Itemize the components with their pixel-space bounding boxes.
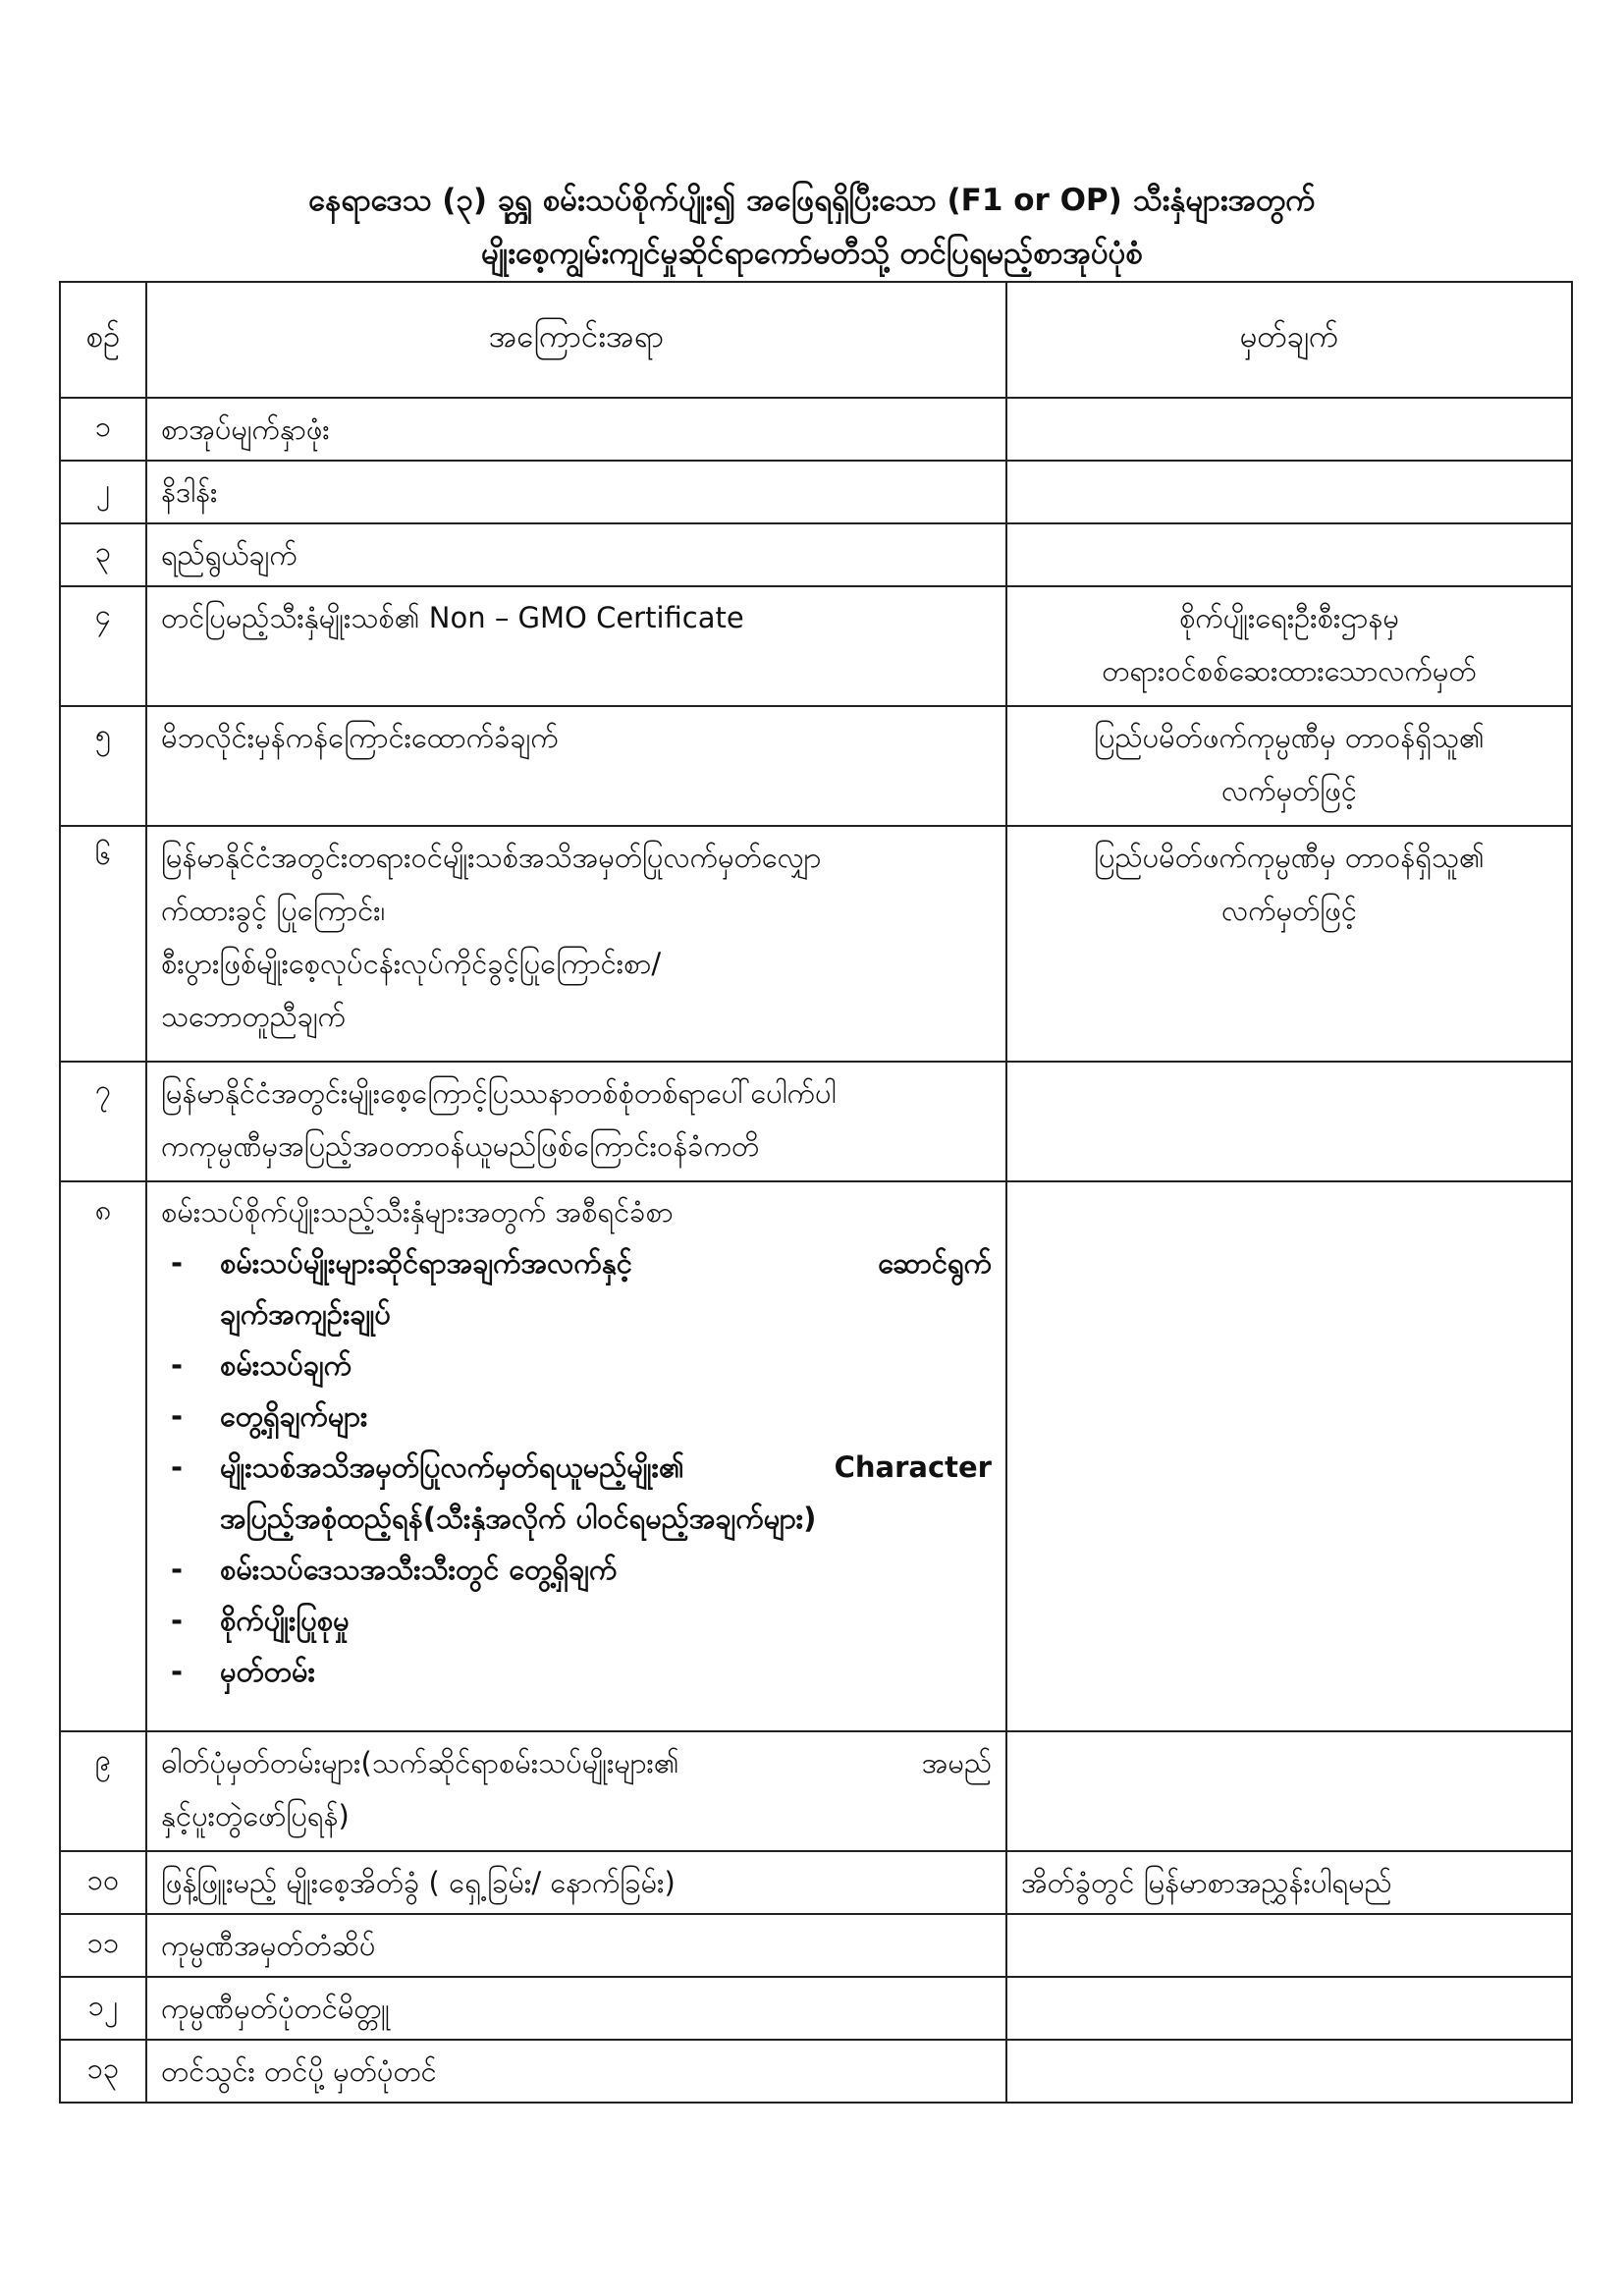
- table-row: [60, 826, 1572, 1062]
- bullet-dash: -: [171, 1399, 184, 1433]
- row-number: ၄: [60, 586, 146, 706]
- description-part: အမည်: [921, 1746, 992, 1779]
- table-row: [60, 1914, 1572, 1977]
- list-item-text: စိုက်ပျိုးပြုစုမှု: [220, 1604, 350, 1637]
- header-serial: စဉ်: [60, 282, 146, 398]
- list-item-part: စမ်းသပ်မျိုးများဆိုင်ရာအချက်အလက်နှင့်: [220, 1246, 632, 1280]
- list-item-text: [220, 1442, 992, 1493]
- description-line: သဘောတူညီချက်: [161, 1000, 347, 1033]
- list-item-text: စမ်းသပ်ဒေသအသီးသီးတွင် တွေ့ရှိချက်: [220, 1553, 618, 1586]
- header-subject: အကြောင်းအရာ: [146, 282, 1006, 398]
- table-row: [60, 523, 1572, 586]
- row-description: ဖြန့်ဖြူးမည့် မျိုးစေ့အိတ်ခွံ ( ရှေ့ခြမ်း/ နောက်ခြမ်း): [146, 1851, 1006, 1914]
- row-remark: အိတ်ခွံတွင် မြန်မာစာအညွှန်းပါရမည်: [1006, 1851, 1572, 1914]
- row-description: ရည်ရွယ်ချက်: [146, 523, 1006, 586]
- list-item: [161, 1646, 992, 1697]
- table-row: [60, 1977, 1572, 2040]
- row-number: ၃: [60, 523, 146, 586]
- table-row: [60, 1062, 1572, 1181]
- row-number: ၆: [60, 826, 146, 1062]
- remark-line: ပြည်ပမိတ်ဖက်ကုမ္ပဏီမှ တာဝန်ရှိသူ၏: [1094, 721, 1485, 754]
- row-remark: [1006, 2040, 1572, 2103]
- description-line: က်ထားခွင့် ပြုကြောင်း၊: [161, 894, 386, 927]
- list-item-continuation: ချက်အကျဉ်းချုပ်: [220, 1297, 391, 1331]
- row-remark: [1006, 826, 1572, 1062]
- header-remark: မှတ်ချက်: [1006, 282, 1572, 398]
- row-remark: [1006, 1914, 1572, 1977]
- list-item-part: Character: [834, 1450, 992, 1484]
- document-title-line-1: နေရာဒေသ (၃) ခုၡ္တ စမ်းသပ်စိုက်ပျိုး၍ အဖြေရရှိပြီးသော (F1 or OP) သီးနှံများအတွက်: [308, 183, 1316, 218]
- row-number: ၁: [60, 398, 146, 461]
- description-line: ကကုမ္ပဏီမှအပြည့်အဝတာဝန်ယူမည်ဖြစ်ကြောင်းဝန်ခံကတိ: [161, 1129, 760, 1163]
- list-item-continuation: အပြည့်အစုံထည့်ရန်(သီးနှံအလိုက် ပါဝင်ရမည့်အချက်များ): [220, 1502, 817, 1535]
- list-item: [161, 1442, 992, 1544]
- description-line: [161, 1736, 992, 1789]
- list-item-text: [220, 1237, 992, 1288]
- description-line: မြန်မာနိုင်ငံအတွင်းတရားဝင်မျိုးသစ်အသိအမှတ်ပြုလက်မှတ်လျှော: [161, 841, 822, 874]
- list-item: [161, 1544, 992, 1595]
- table-row: [60, 2040, 1572, 2103]
- remark-line: လက်မှတ်ဖြင့်: [1221, 774, 1357, 807]
- row-remark: [1006, 706, 1572, 826]
- row-remark: [1006, 1977, 1572, 2040]
- remark-line: တရားဝင်စစ်ဆေးထားသောလက်မှတ်: [1102, 654, 1477, 687]
- list-item-text: စမ်းသပ်ချက်: [220, 1348, 352, 1382]
- description-part: ဓါတ်ပုံမှတ်တမ်းများ(သက်ဆိုင်ရာစမ်းသပ်မျိုးများ၏: [161, 1746, 679, 1779]
- row-number: ၈: [60, 1181, 146, 1731]
- table-row: [60, 706, 1572, 826]
- bullet-dash: -: [171, 1246, 184, 1280]
- row-description: [146, 1731, 1006, 1851]
- row-number: ၂: [60, 461, 146, 523]
- table-row: [60, 1181, 1572, 1731]
- bullet-dash: -: [171, 1655, 184, 1688]
- list-item-text: တွေ့ရှိချက်များ: [220, 1399, 368, 1433]
- description-intro: စမ်းသပ်စိုက်ပျိုးသည့်သီးနှံများအတွက် အစီရင်ခံစာ: [161, 1195, 674, 1229]
- list-item: [161, 1391, 992, 1442]
- row-remark: [1006, 1062, 1572, 1181]
- remark-line: ပြည်ပမိတ်ဖက်ကုမ္ပဏီမှ တာဝန်ရှိသူ၏: [1094, 841, 1485, 874]
- row-remark: [1006, 461, 1572, 523]
- row-description: နိဒါန်း: [146, 461, 1006, 523]
- list-item-part: မျိုးသစ်အသိအမှတ်ပြုလက်မှတ်ရယူမည့်မျိုး၏: [220, 1450, 684, 1484]
- row-remark: [1006, 398, 1572, 461]
- table-row: [60, 461, 1572, 523]
- row-description: တင်ပြမည့်သီးနှံမျိုးသစ်၏ Non – GMO Certificate: [146, 586, 1006, 706]
- row-description: ကုမ္ပဏီအမှတ်တံဆိပ်: [146, 1914, 1006, 1977]
- row-number: ၁၀: [60, 1851, 146, 1914]
- row-description: မိဘလိုင်းမှန်ကန်ကြောင်းထောက်ခံချက်: [146, 706, 1006, 826]
- row-number: ၉: [60, 1731, 146, 1851]
- row-description: ကုမ္ပဏီမှတ်ပုံတင်မိတ္တူ: [146, 1977, 1006, 2040]
- row-description: [146, 1062, 1006, 1181]
- report-contents-list: [161, 1237, 992, 1697]
- table-row: [60, 1851, 1572, 1914]
- table-header-row: [60, 282, 1572, 398]
- row-description: တင်သွင်း တင်ပို့ မှတ်ပုံတင်: [146, 2040, 1006, 2103]
- bullet-dash: -: [171, 1450, 184, 1484]
- form-table: [59, 281, 1573, 2104]
- list-item-text: မှတ်တမ်း: [220, 1655, 315, 1688]
- row-description: [146, 826, 1006, 1062]
- row-remark: [1006, 586, 1572, 706]
- table-row: [60, 586, 1572, 706]
- row-description: စာအုပ်မျက်နှာဖုံး: [146, 398, 1006, 461]
- bullet-dash: -: [171, 1348, 184, 1382]
- table-row: [60, 1731, 1572, 1851]
- list-item-part: ဆောင်ရွက်: [878, 1246, 992, 1280]
- table-row: [60, 398, 1572, 461]
- row-number: ၁၁: [60, 1914, 146, 1977]
- remark-line: စိုက်ပျိုးရေးဦးစီးဌာနမှ: [1179, 601, 1399, 634]
- remark-line: လက်မှတ်ဖြင့်: [1221, 894, 1357, 927]
- bullet-dash: -: [171, 1553, 184, 1586]
- row-remark: [1006, 523, 1572, 586]
- row-remark: [1006, 1731, 1572, 1851]
- row-remark: [1006, 1181, 1572, 1731]
- row-number: ၇: [60, 1062, 146, 1181]
- row-number: ၅: [60, 706, 146, 826]
- row-number: ၁၂: [60, 1977, 146, 2040]
- row-number: ၁၃: [60, 2040, 146, 2103]
- list-item: [161, 1237, 992, 1339]
- description-line: နှင့်ပူးတွဲဖော်ပြရန်): [161, 1799, 350, 1832]
- list-item: [161, 1339, 992, 1391]
- row-description: [146, 1181, 1006, 1731]
- bullet-dash: -: [171, 1604, 184, 1637]
- document-title-line-2: မျိုးစေ့ကျွမ်းကျင်မှုဆိုင်ရာကော်မတီသို့ တင်ပြရမည့်စာအုပ်ပုံစံ: [481, 236, 1143, 271]
- description-line: စီးပွားဖြစ်မျိုးစေ့လုပ်ငန်းလုပ်ကိုင်ခွင့်ပြုကြောင်းစာ/: [161, 947, 662, 980]
- list-item: [161, 1595, 992, 1646]
- description-line: မြန်မာနိုင်ငံအတွင်းမျိုးစေ့ကြောင့်ပြဿနာတစ်စုံတစ်ရာပေါ်ပေါက်ပါ: [161, 1076, 837, 1110]
